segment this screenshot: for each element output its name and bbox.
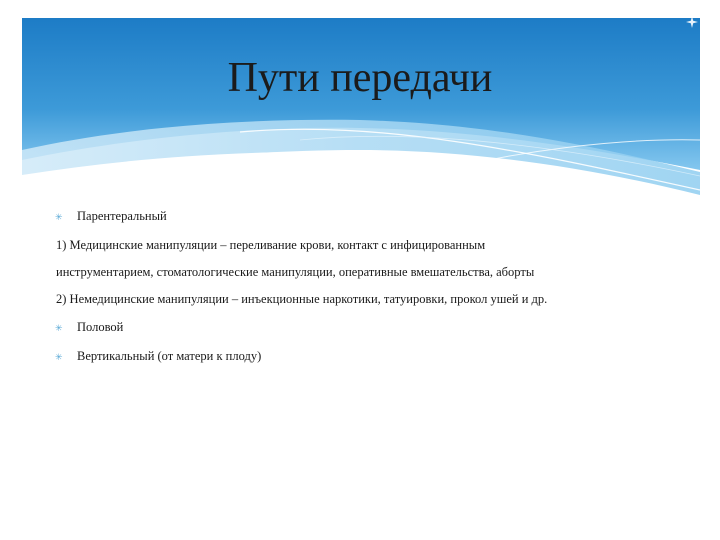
sparkle-bullet-icon: ✳ [55, 323, 63, 333]
paragraph-text: инструментарием, стоматологические манипуляции, оперативные вмешательства, аборты [56, 265, 535, 279]
list-item-label: Вертикальный (от матери к плоду) [77, 349, 262, 363]
header-wave-background [0, 0, 720, 215]
list-item-label: Парентеральный [77, 209, 167, 223]
list-item-label: Половой [77, 320, 124, 334]
sparkle-bullet-icon: ✳ [55, 352, 63, 362]
sparkle-bullet-icon: ✳ [55, 212, 63, 222]
paragraph-text: 2) Немедицинские манипуляции – инъекционные наркотики, татуировки, прокол ушей и др. [56, 292, 548, 306]
slide-title: Пути передачи [227, 55, 493, 101]
paragraph-text: 1) Медицинские манипуляции – переливание крови, контакт с инфицированным [56, 238, 486, 252]
